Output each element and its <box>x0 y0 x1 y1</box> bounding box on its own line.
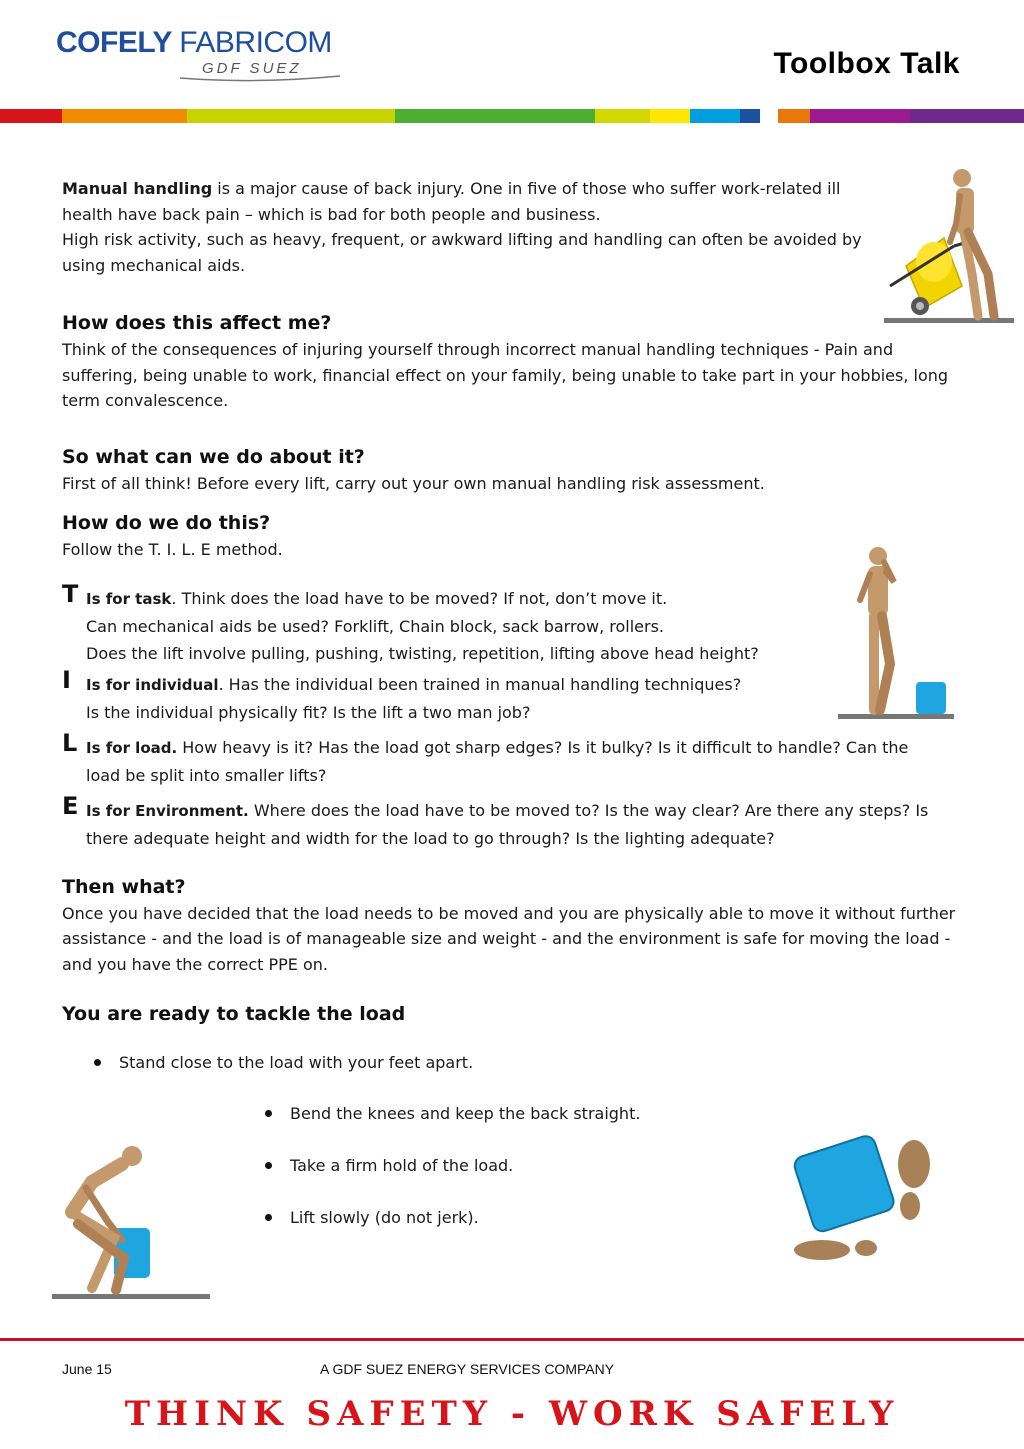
tile-text: How heavy is it? Has the load got sharp edges? Is it bulky? Is it difficult to handle? Can the <box>177 737 909 757</box>
tile-letter: I <box>62 665 71 694</box>
tile-letter: E <box>62 791 79 820</box>
tile-item-individual <box>62 665 962 726</box>
ready-first-step <box>87 1050 962 1075</box>
document-body <box>62 176 962 1230</box>
list-item: Lift slowly (do not jerk). <box>258 1205 962 1230</box>
stripe-segment <box>650 109 690 123</box>
stripe-segment <box>740 109 760 123</box>
what-to-do-body: First of all think! Before every lift, carry out your own manual handling risk assessment. <box>62 473 765 493</box>
stripe-segment <box>810 109 910 123</box>
tile-item-task <box>62 579 962 667</box>
tile-label: Is for individual <box>86 675 219 694</box>
then-what-body: Once you have decided that the load needs to be moved and you are physically able to move it without further assistance - and the load is of manageable size and weight - and the environment is safe for moving the load - and you have the correct PPE on. <box>62 903 956 974</box>
affect-body: Think of the consequences of injuring yourself through incorrect manual handling techniques - Pain and suffering, being unable to work, financial effect on your family, being unable to take part in your hobbies, long term convalescence. <box>62 340 949 410</box>
tile-text: . Think does the load have to be moved? If not, don’t move it. <box>171 588 668 608</box>
intro-line-2: High risk activity, such as heavy, frequent, or awkward lifting and handling can often be avoided by using mechanical aids. <box>62 230 862 275</box>
sack-barrow-figure-icon <box>884 166 1014 326</box>
how-body: Follow the T. I. L. E method. <box>62 540 283 559</box>
logo-brand-thin: FABRICOM <box>179 26 332 59</box>
logo-brand-bold: COFELY <box>56 26 172 59</box>
footer-date: June 15 <box>62 1361 112 1377</box>
tile-text: . Has the individual been trained in manual handling techniques? <box>218 674 742 694</box>
tile-label: Is for Environment. <box>86 801 249 820</box>
tile-item-environment <box>62 791 962 852</box>
heading-what-to-do: So what can we do about it? <box>62 445 365 468</box>
heading-how: How do we do this? <box>62 512 271 534</box>
stripe-segment <box>760 109 778 123</box>
heading-then-what: Then what? <box>62 875 186 898</box>
tile-label: Is for task <box>86 589 172 608</box>
tile-letter: T <box>62 579 79 608</box>
document-title: Toolbox Talk <box>773 47 960 80</box>
thinking-figure-icon <box>834 544 956 722</box>
squatting-lift-figure-icon <box>52 1142 212 1304</box>
stripe-segment <box>690 109 740 123</box>
footer-rule <box>0 1338 1024 1341</box>
tile-text: Is the individual physically fit? Is the lift a two man job? <box>86 702 531 722</box>
tile-item-load <box>62 728 962 789</box>
color-stripe <box>0 109 1024 123</box>
stripe-segment <box>778 109 810 123</box>
list-item: Take a firm hold of the load. <box>258 1153 962 1178</box>
list-item: Stand close to the load with your feet apart. <box>87 1050 962 1075</box>
heading-affect: How does this affect me? <box>62 312 332 334</box>
footer-slogan: THINK SAFETY - WORK SAFELY <box>124 1394 900 1434</box>
logo-group-name: GDF SUEZ <box>202 60 302 77</box>
company-logo <box>56 26 332 60</box>
tile-text: Where does the load have to be moved to? Is the way clear? Are there any steps? Is <box>248 800 929 820</box>
list-item: Bend the knees and keep the back straight. <box>258 1101 962 1126</box>
stripe-segment <box>0 109 62 123</box>
stripe-segment <box>395 109 595 123</box>
stripe-segment <box>62 109 187 123</box>
stripe-segment <box>187 109 395 123</box>
intro-lead: Manual handling <box>62 179 213 198</box>
stripe-segment <box>910 109 1024 123</box>
tile-text: there adequate height and width for the load to go through? Is the lighting adequate? <box>86 828 775 848</box>
tile-text: Can mechanical aids be used? Forklift, Chain block, sack barrow, rollers. <box>86 616 664 636</box>
tile-text: Does the lift involve pulling, pushing, twisting, repetition, lifting above head height? <box>86 643 759 663</box>
tile-text: load be split into smaller lifts? <box>86 765 327 785</box>
tile-letter: L <box>62 728 78 757</box>
intro-line-1: is a major cause of back injury. One in five of those who suffer work-related ill health have back pain – which is bad for both people and business. <box>62 179 841 224</box>
stripe-segment <box>595 109 650 123</box>
footer-company: A GDF SUEZ ENERGY SERVICES COMPANY <box>320 1361 615 1377</box>
box-footprints-icon <box>790 1130 950 1270</box>
intro-paragraph <box>62 176 868 227</box>
heading-ready: You are ready to tackle the load <box>62 1003 406 1025</box>
tile-label: Is for load. <box>86 738 178 757</box>
